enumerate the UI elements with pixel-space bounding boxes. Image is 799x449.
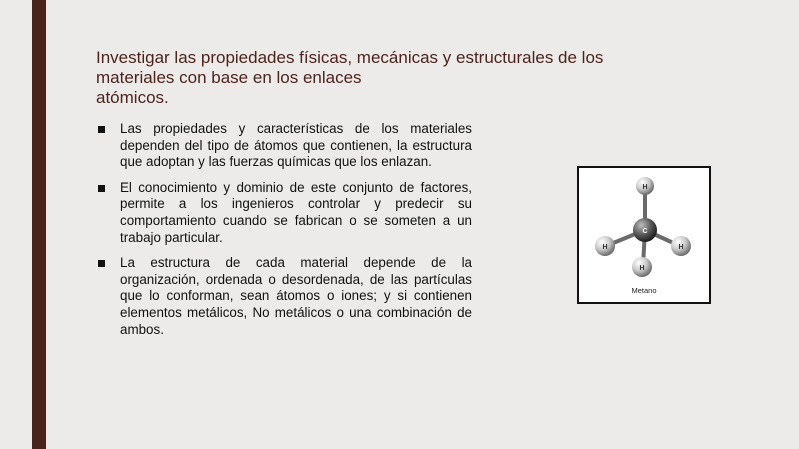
methane-molecule-icon [579, 168, 709, 302]
title-line-2: materiales con base en los enlaces [96, 68, 362, 87]
accent-bar [32, 0, 46, 449]
title-line-1: Investigar las propiedades físicas, mecánicas y estructurales de los [96, 48, 604, 67]
figure-caption: Metano [631, 286, 657, 295]
bullet-text: Las propiedades y características de los materiales dependen del tipo de átomos que contienen, la estructura que adoptan y las fuerzas químicas que los enlazan. [120, 121, 472, 170]
bullet-item [96, 255, 472, 338]
title-line-3: atómicos. [96, 88, 169, 107]
atom-label: H [678, 244, 684, 251]
square-bullet-icon [98, 185, 105, 192]
square-bullet-icon [98, 260, 105, 267]
bullet-item [96, 180, 472, 246]
atom-label: H [602, 244, 608, 251]
atom-label: C [642, 228, 648, 235]
slide-title [96, 48, 696, 108]
bullet-text: El conocimiento y dominio de este conjunto de factores, permite a los ingenieros controlar y predecir su comportamiento cuando se fabrican o se someten a un trabajo particular. [120, 179, 472, 245]
bullet-text: La estructura de cada material depende de la organización, ordenada o desordenada, de las partículas que lo conforman, sean átomos o iones; y si contienen elementos metálicos, No metálicos o una combinación de ambos. [120, 255, 472, 337]
atom-label: H [639, 265, 645, 272]
bullet-list [96, 121, 472, 347]
square-bullet-icon [98, 126, 105, 133]
methane-figure [577, 166, 711, 304]
atom-label: H [642, 184, 648, 191]
bullet-item [96, 121, 472, 171]
